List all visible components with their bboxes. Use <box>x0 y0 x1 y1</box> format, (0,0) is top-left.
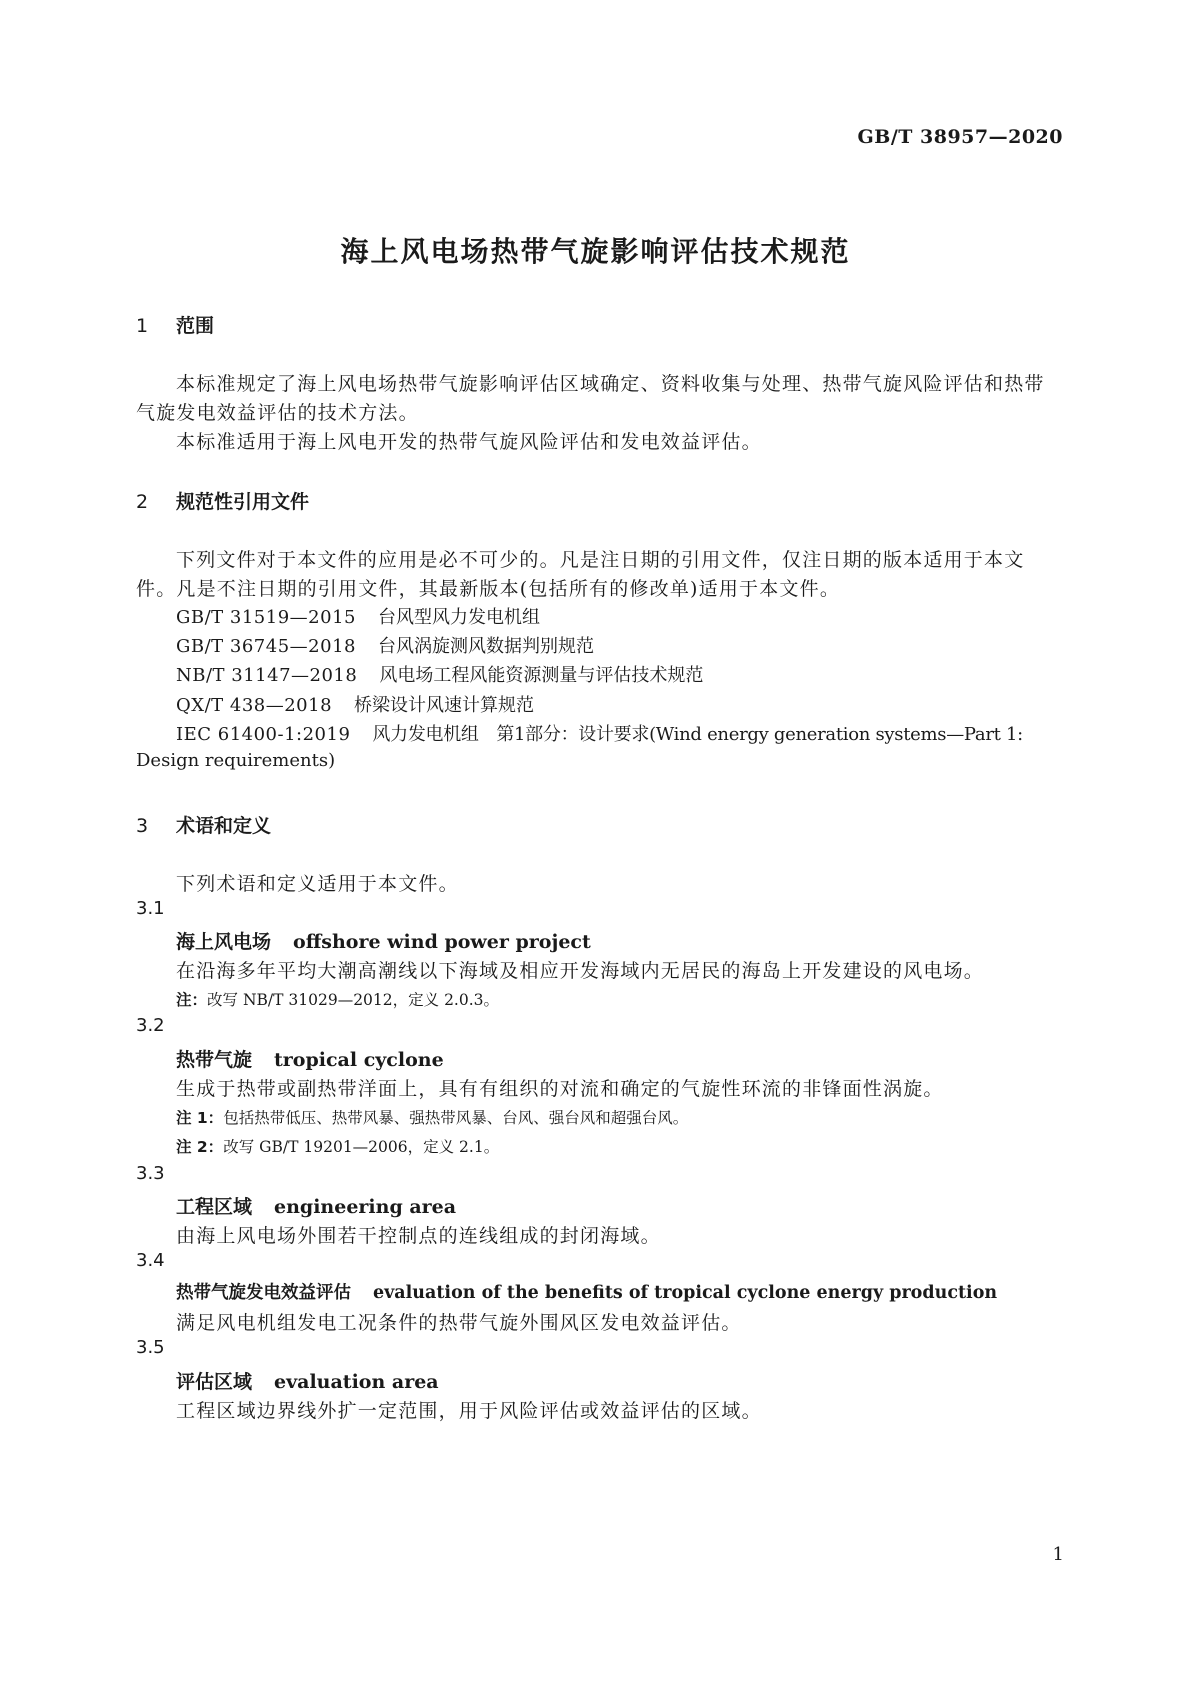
note-text: 改写 GB/T 19201—2006，定义 2.1。 <box>223 1138 500 1156</box>
term-chinese: 海上风电场 <box>176 931 272 953</box>
section-title: 规范性引用文件 <box>176 491 310 513</box>
reference-title: 风力发电机组 第1部分：设计要求(Wind energy generation systems—Part 1: <box>372 724 1023 745</box>
reference-continuation: Design requirements) <box>136 750 336 771</box>
section-number: 3 <box>136 815 149 837</box>
section-title: 术语和定义 <box>176 815 272 837</box>
reference-code: NB/T 31147—2018 <box>176 665 358 686</box>
section-heading-1 <box>136 311 214 338</box>
term-chinese: 工程区域 <box>176 1196 253 1218</box>
document-title: 海上风电场热带气旋影响评估技术规范 <box>340 235 851 268</box>
term-definition: 在沿海多年平均大潮高潮线以下海域及相应开发海域内无居民的海岛上开发建设的风电场。 <box>176 960 985 982</box>
paragraph: 下列文件对于本文件的应用是必不可少的。凡是注日期的引用文件，仅注日期的版本适用于本文 <box>176 549 1025 571</box>
note-text: 包括热带低压、热带风暴、强热带风暴、台风、强台风和超强台风。 <box>223 1109 689 1127</box>
paragraph: 下列术语和定义适用于本文件。 <box>176 873 459 895</box>
reference-item <box>176 632 594 658</box>
note-label: 注： <box>176 991 208 1009</box>
term-number: 3.5 <box>136 1337 165 1358</box>
reference-code: IEC 61400-1:2019 <box>176 724 351 745</box>
section-heading-2 <box>136 487 309 514</box>
term-english: tropical cyclone <box>274 1049 444 1071</box>
term-english: evaluation area <box>274 1371 439 1393</box>
section-title: 范围 <box>176 315 215 337</box>
term-number: 3.3 <box>136 1163 165 1184</box>
term-chinese: 热带气旋 <box>176 1049 253 1071</box>
term-english: offshore wind power project <box>293 931 591 953</box>
note-text: 改写 NB/T 31029—2012，定义 2.0.3。 <box>207 991 500 1009</box>
reference-code: GB/T 31519—2015 <box>176 607 356 628</box>
term-note <box>176 1106 688 1128</box>
reference-item <box>176 661 703 687</box>
reference-item <box>176 603 540 629</box>
term-definition: 生成于热带或副热带洋面上，具有有组织的对流和确定的气旋性环流的非锋面性涡旋。 <box>176 1078 944 1100</box>
standard-code: GB/T 38957—2020 <box>857 126 1063 148</box>
paragraph: 本标准适用于海上风电开发的热带气旋风险评估和发电效益评估。 <box>176 431 762 453</box>
term-number: 3.4 <box>136 1250 165 1271</box>
term-definition: 工程区域边界线外扩一定范围，用于风险评估或效益评估的区域。 <box>176 1400 762 1422</box>
note-label: 注 2： <box>176 1138 224 1156</box>
term-note <box>176 988 499 1010</box>
term-definition: 由海上风电场外围若干控制点的连线组成的封闭海域。 <box>176 1225 661 1247</box>
reference-title: 台风涡旋测风数据判别规范 <box>377 636 594 657</box>
reference-code: QX/T 438—2018 <box>176 695 333 716</box>
page-number: 1 <box>1052 1544 1064 1565</box>
term-heading <box>176 1279 997 1304</box>
term-number: 3.1 <box>136 898 165 919</box>
term-definition: 满足风电机组发电工况条件的热带气旋外围风区发电效益评估。 <box>176 1312 742 1334</box>
reference-title: 台风型风力发电机组 <box>377 607 540 628</box>
term-chinese: 热带气旋发电效益评估 <box>176 1283 351 1303</box>
term-heading <box>176 1367 439 1394</box>
term-note <box>176 1135 499 1157</box>
term-heading <box>176 1045 444 1072</box>
section-heading-3 <box>136 811 271 838</box>
term-heading <box>176 1192 456 1219</box>
term-english: evaluation of the benefits of tropical cyclone energy production <box>373 1283 998 1303</box>
reference-item <box>176 720 1023 746</box>
reference-title: 风电场工程风能资源测量与评估技术规范 <box>379 665 704 686</box>
section-number: 1 <box>136 315 149 337</box>
paragraph: 件。凡是不注日期的引用文件，其最新版本(包括所有的修改单)适用于本文件。 <box>136 578 841 600</box>
reference-title: 桥梁设计风速计算规范 <box>354 695 535 716</box>
note-label: 注 1： <box>176 1109 224 1127</box>
term-heading <box>176 927 591 954</box>
reference-item <box>176 691 534 717</box>
term-english: engineering area <box>274 1196 457 1218</box>
reference-code: GB/T 36745—2018 <box>176 636 356 657</box>
paragraph: 气旋发电效益评估的技术方法。 <box>136 402 419 424</box>
term-number: 3.2 <box>136 1015 165 1036</box>
section-number: 2 <box>136 491 149 513</box>
term-chinese: 评估区域 <box>176 1371 253 1393</box>
paragraph: 本标准规定了海上风电场热带气旋影响评估区域确定、资料收集与处理、热带气旋风险评估和热带 <box>176 373 1045 395</box>
